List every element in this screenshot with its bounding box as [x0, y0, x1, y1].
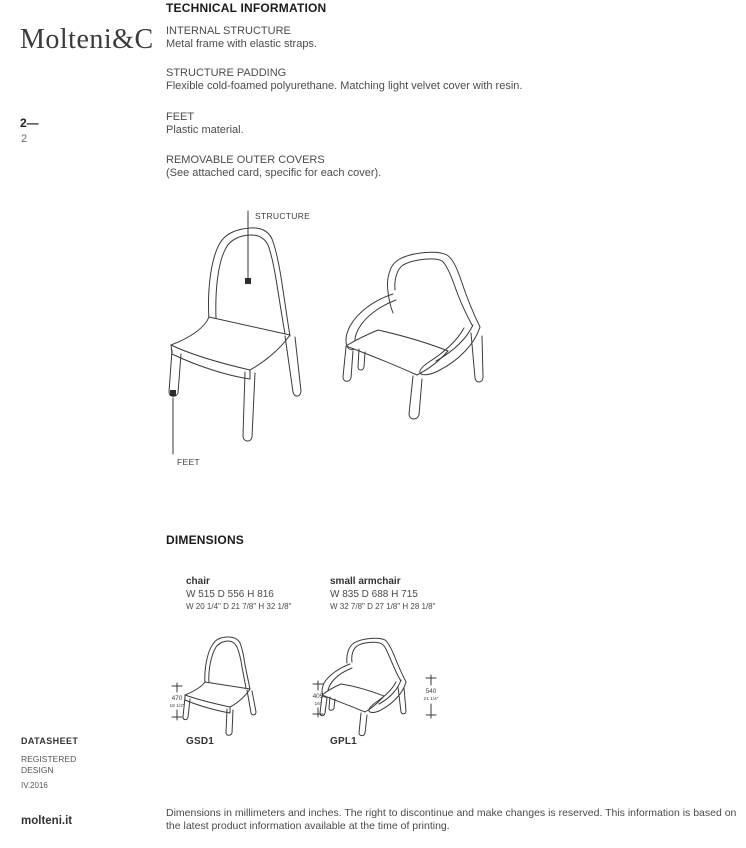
product-dimensions-small-armchair [330, 575, 480, 613]
section-body: (See attached card, specific for each cover). [166, 167, 382, 179]
datasheet-label: DATASHEET [21, 736, 79, 746]
section-structure-padding [166, 67, 741, 93]
product-code-gsd1: GSD1 [186, 736, 215, 747]
mini-armchair-seat [322, 684, 384, 712]
section-removable-covers [166, 154, 741, 180]
page-marker: 2— [20, 116, 39, 130]
section-heading: FEET [166, 111, 195, 123]
mini-armchair-back-inner [352, 642, 401, 681]
section-internal-structure [166, 25, 741, 51]
section-heading: INTERNAL STRUCTURE [166, 25, 291, 37]
structure-label: STRUCTURE [255, 211, 311, 221]
arm-height-mm: 540 [425, 688, 437, 695]
armchair-leg [409, 376, 422, 419]
mini-armchair-back-outer [347, 638, 406, 682]
product-name: small armchair [330, 576, 401, 587]
mini-armchair-leg [359, 713, 367, 736]
chair-seat [171, 317, 290, 370]
product-dimensions-inches: W 32 7/8" D 27 1/8" H 28 1/8" [330, 602, 436, 611]
mini-chair-leg [247, 690, 256, 715]
armchair-back-outer [387, 252, 480, 327]
dimensions-title: DIMENSIONS [166, 533, 245, 547]
section-body: Metal frame with elastic straps. [166, 38, 317, 50]
section-heading: STRUCTURE PADDING [166, 67, 287, 79]
seat-height-mm: 470 [171, 695, 183, 702]
edition-label: IV.2016 [21, 781, 48, 790]
chair-back-inner [216, 235, 285, 334]
registered-label: REGISTERED [21, 754, 77, 764]
seat-height-in: 18 1/2" [169, 704, 185, 709]
structure-marker-square [245, 278, 251, 284]
product-dimensions-inches: W 20 1/4" D 21 7/8" H 32 1/8" [186, 602, 292, 611]
molteni-logo: Molteni&C [20, 24, 154, 55]
armchair-seat [346, 330, 448, 375]
mini-chair-seat [185, 682, 250, 707]
seat-height-in: 16" [314, 702, 322, 707]
arm-height-in: 21 1/4" [423, 697, 439, 702]
section-body: Plastic material. [166, 124, 244, 136]
footer-disclaimer: Dimensions in millimeters and inches. The right to discontinue and make changes is reserved. This information is based on the latest product information available at the time of printing. [166, 807, 737, 832]
armchair-leg [471, 333, 483, 382]
armchair-leg [343, 347, 353, 381]
chair-dimension-drawing [163, 636, 293, 742]
product-dimensions-chair [186, 575, 336, 613]
section-heading: REMOVABLE OUTER COVERS [166, 154, 325, 166]
product-name: chair [186, 576, 210, 587]
armchair-back-inner [395, 259, 472, 325]
section-body: Flexible cold-foamed polyurethane. Matching light velvet cover with resin. [166, 80, 523, 92]
product-dimensions-mm: W 515 D 556 H 816 [186, 589, 274, 600]
mini-armchair-right-arm-inner [379, 680, 401, 704]
product-dimensions-mm: W 835 D 688 H 715 [330, 589, 418, 600]
chair-leg [243, 372, 255, 441]
armchair-dimension-drawing [303, 635, 463, 743]
section-feet [166, 111, 741, 137]
feet-marker-square [170, 390, 176, 396]
armchair-illustration [336, 248, 496, 433]
chair-leg [285, 336, 301, 396]
mini-chair-back-inner [209, 641, 246, 688]
seat-height-mm: 405 [312, 693, 324, 700]
website-link[interactable]: molteni.it [21, 815, 73, 827]
technical-information-title: TECHNICAL INFORMATION [166, 1, 327, 15]
mini-chair-back-outer [205, 637, 250, 689]
design-label: DESIGN [21, 765, 54, 775]
product-code-gpl1: GPL1 [330, 736, 357, 747]
page-number: 2 [21, 133, 28, 145]
feet-label: FEET [177, 457, 200, 467]
